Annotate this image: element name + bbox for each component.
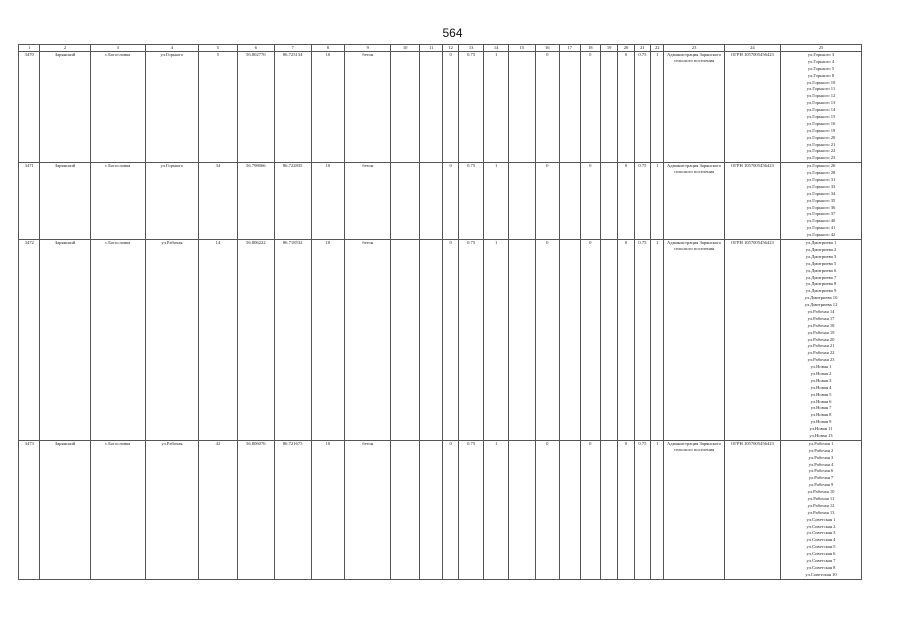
served-address: ул.Рабочая 12 <box>807 502 835 508</box>
value-cell-c22: 1 <box>651 440 664 579</box>
district-cell: Зарянский <box>40 440 90 579</box>
value-cell-c21: 0.75 <box>634 163 650 240</box>
served-addresses-cell <box>781 440 862 579</box>
served-address: ул.Горького 40 <box>806 218 836 224</box>
table-row <box>19 52 862 163</box>
table-row <box>19 163 862 240</box>
record-number-cell: 3471 <box>19 163 40 240</box>
served-address: ул.Дмитриева 8 <box>805 281 837 287</box>
served-address: ул.Новая 6 <box>810 398 832 404</box>
served-address: ул.Новая 5 <box>810 391 832 397</box>
value-cell-c19 <box>600 240 617 441</box>
served-address: ул.Горького 28 <box>806 170 836 176</box>
value-cell-c10 <box>391 240 420 441</box>
value-cell-c20: 0 <box>618 163 634 240</box>
served-address: ул.Горького 23 <box>806 155 836 161</box>
ogrn-cell: ОГРН 1057005456423 <box>724 440 780 579</box>
surface-type-cell: бетон <box>345 440 391 579</box>
served-address: ул.Горького 35 <box>806 197 836 203</box>
served-address: ул.Новая 8 <box>810 412 832 418</box>
value-cell-c14: 1 <box>484 52 509 163</box>
column-number-header: 20 <box>618 45 634 52</box>
column-number-header: 21 <box>634 45 650 52</box>
served-address: ул.Горького 36 <box>806 204 836 210</box>
served-address: ул.Советская 2 <box>806 523 836 529</box>
served-address: ул.Горького 31 <box>806 177 836 183</box>
value-cell-c17 <box>560 163 580 240</box>
served-address: ул.Дмитриева 9 <box>805 288 837 294</box>
served-address: ул.Новая 13 <box>809 432 833 438</box>
served-address: ул.Дмитриева 7 <box>805 274 837 280</box>
served-address: ул.Рабочая 4 <box>808 461 834 467</box>
value-cell-c12: 0 <box>443 440 458 579</box>
owner-cell: Администрация Зарянского сельского поселения <box>664 163 724 240</box>
served-address: ул.Горького 13 <box>806 100 836 106</box>
street-cell: ул.Горького <box>145 52 198 163</box>
served-address: ул.Горького 12 <box>806 93 836 99</box>
column-number-header: 15 <box>508 45 535 52</box>
served-addresses-cell <box>781 163 862 240</box>
longitude-cell: 86.722835 <box>274 163 311 240</box>
served-address: ул.Рабочая 2 <box>808 447 834 453</box>
served-address: ул.Горького 8 <box>807 72 835 78</box>
value-cell-c15 <box>508 240 535 441</box>
served-address: ул.Горького 42 <box>806 232 836 238</box>
column-number-header: 4 <box>145 45 198 52</box>
served-address: ул.Новая 2 <box>810 370 832 376</box>
latitude-cell: 56.806076 <box>237 440 274 579</box>
value-cell-c10 <box>391 440 420 579</box>
served-address: ул.Новая 1 <box>810 364 832 370</box>
latitude-cell: 56.798066 <box>237 163 274 240</box>
value-cell-c8: 10 <box>311 440 345 579</box>
value-cell-c15 <box>508 52 535 163</box>
value-cell-c18: 0 <box>580 240 600 441</box>
value-cell-c8: 10 <box>311 163 345 240</box>
value-cell-c22: 1 <box>651 163 664 240</box>
settlement-cell: с.Богословка <box>90 52 145 163</box>
settlement-cell: с.Богословка <box>90 440 145 579</box>
served-address: ул.Дмитриева 6 <box>805 267 837 273</box>
served-address: ул.Советская 3 <box>806 530 836 536</box>
district-cell: Зарянский <box>40 240 90 441</box>
owner-cell: Администрация Зарянского сельского поселения <box>664 440 724 579</box>
served-address: ул.Рабочая 21 <box>807 343 835 349</box>
value-cell-c22: 1 <box>651 52 664 163</box>
served-address: ул.Рабочая 19 <box>807 329 835 335</box>
house-number-cell: 42 <box>199 440 238 579</box>
served-address: ул.Рабочая 11 <box>807 496 835 501</box>
served-address: ул.Горького 16 <box>806 120 836 126</box>
surface-type-cell: бетон <box>345 52 391 163</box>
served-address: ул.Советская 5 <box>806 544 836 550</box>
column-number-row <box>19 45 862 52</box>
column-number-header: 17 <box>560 45 580 52</box>
served-address: ул.Советская 8 <box>806 564 836 570</box>
house-number-cell: 5 <box>199 52 238 163</box>
value-cell-c11 <box>419 440 443 579</box>
served-address: ул.Рабочая 3 <box>808 454 834 460</box>
column-number-header: 10 <box>391 45 420 52</box>
longitude-cell: 86.725134 <box>274 52 311 163</box>
owner-cell: Администрация Зарянского сельского поселения <box>664 52 724 163</box>
longitude-cell: 86.721675 <box>274 440 311 579</box>
value-cell-c17 <box>560 52 580 163</box>
served-address: ул.Горького 14 <box>806 107 836 113</box>
value-cell-c10 <box>391 52 420 163</box>
value-cell-c21: 0.75 <box>634 52 650 163</box>
value-cell-c19 <box>600 163 617 240</box>
value-cell-c14: 1 <box>484 240 509 441</box>
record-number-cell: 3473 <box>19 440 40 579</box>
latitude-cell: 56.806222 <box>237 240 274 441</box>
served-address: ул.Рабочая 17 <box>807 315 835 321</box>
value-cell-c15 <box>508 163 535 240</box>
served-address: ул.Горького 5 <box>807 65 835 71</box>
column-number-header: 9 <box>345 45 391 52</box>
served-address: ул.Рабочая 9 <box>808 482 834 488</box>
street-cell: ул.Рабочая <box>145 440 198 579</box>
served-address: ул.Рабочая 1 <box>808 440 834 446</box>
value-cell-c21: 0.75 <box>634 240 650 441</box>
served-address: ул.Горького 19 <box>806 127 836 133</box>
value-cell-c16: 0 <box>535 163 560 240</box>
value-cell-c14: 1 <box>484 440 509 579</box>
column-number-header: 8 <box>311 45 345 52</box>
value-cell-c13: 0.75 <box>458 163 484 240</box>
column-number-header: 2 <box>40 45 90 52</box>
column-number-header: 1 <box>19 45 40 52</box>
value-cell-c11 <box>419 163 443 240</box>
served-address: ул.Дмитриева 2 <box>805 246 837 252</box>
served-address: ул.Горького 26 <box>806 163 836 169</box>
served-address: ул.Дмитриева 5 <box>805 260 837 266</box>
column-number-header: 16 <box>535 45 560 52</box>
value-cell-c20: 0 <box>618 240 634 441</box>
column-number-header: 24 <box>724 45 780 52</box>
table-row <box>19 240 862 441</box>
value-cell-c16: 0 <box>535 440 560 579</box>
column-number-header: 25 <box>781 45 862 52</box>
value-cell-c19 <box>600 52 617 163</box>
value-cell-c15 <box>508 440 535 579</box>
served-address: ул.Горького 3 <box>807 52 835 57</box>
street-cell: ул.Рабочая <box>145 240 198 441</box>
served-address: ул.Горького 4 <box>807 58 835 64</box>
value-cell-c20: 0 <box>618 52 634 163</box>
value-cell-c11 <box>419 52 443 163</box>
settlement-cell: с.Богословка <box>90 163 145 240</box>
served-address: ул.Горького 22 <box>806 148 836 154</box>
value-cell-c18: 0 <box>580 440 600 579</box>
value-cell-c18: 0 <box>580 52 600 163</box>
served-address: ул.Горького 37 <box>806 211 836 217</box>
served-address: ул.Советская 6 <box>806 551 836 557</box>
column-number-header: 22 <box>651 45 664 52</box>
value-cell-c11 <box>419 240 443 441</box>
street-cell: ул.Горького <box>145 163 198 240</box>
served-address: ул.Горького 15 <box>806 114 836 120</box>
ogrn-cell: ОГРН 1057005456423 <box>724 52 780 163</box>
value-cell-c17 <box>560 440 580 579</box>
column-number-header: 23 <box>664 45 724 52</box>
served-address: ул.Рабочая 23 <box>807 357 835 363</box>
column-number-header: 18 <box>580 45 600 52</box>
served-address: ул.Дмитриева 1 <box>805 240 837 246</box>
value-cell-c16: 0 <box>535 52 560 163</box>
value-cell-c19 <box>600 440 617 579</box>
page-number: 564 <box>442 26 463 40</box>
value-cell-c13: 0.75 <box>458 52 484 163</box>
record-number-cell: 3470 <box>19 52 40 163</box>
served-address: ул.Советская 1 <box>806 516 836 522</box>
column-number-header: 14 <box>484 45 509 52</box>
settlement-cell: с.Богословка <box>90 240 145 441</box>
served-address: ул.Рабочая 7 <box>808 475 834 481</box>
served-address: ул.Новая 3 <box>810 377 832 383</box>
served-address: ул.Рабочая 10 <box>807 489 835 495</box>
column-number-header: 5 <box>199 45 238 52</box>
house-number-cell: 14 <box>199 240 238 441</box>
column-number-header: 13 <box>458 45 484 52</box>
served-address: ул.Горького 11 <box>806 86 836 92</box>
served-address: ул.Советская 7 <box>806 558 836 564</box>
column-number-header: 6 <box>237 45 274 52</box>
value-cell-c18: 0 <box>580 163 600 240</box>
waste-site-registry-table <box>18 44 862 580</box>
served-address: ул.Рабочая 14 <box>807 308 835 314</box>
served-address: ул.Горького 33 <box>806 183 836 189</box>
table-row <box>19 440 862 579</box>
value-cell-c12: 0 <box>443 163 458 240</box>
ogrn-cell: ОГРН 1057005456423 <box>724 163 780 240</box>
house-number-cell: 34 <box>199 163 238 240</box>
owner-cell: Администрация Зарянского сельского поселения <box>664 240 724 441</box>
column-number-header: 7 <box>274 45 311 52</box>
served-address: ул.Советская 10 <box>805 571 837 577</box>
served-address: ул.Рабочая 22 <box>807 350 835 356</box>
value-cell-c12: 0 <box>443 52 458 163</box>
value-cell-c21: 0.75 <box>634 440 650 579</box>
served-address: ул.Новая 9 <box>810 419 832 425</box>
served-address: ул.Советская 4 <box>806 537 836 543</box>
value-cell-c14: 1 <box>484 163 509 240</box>
served-address: ул.Рабочая 6 <box>808 468 834 474</box>
district-cell: Зарянский <box>40 52 90 163</box>
value-cell-c17 <box>560 240 580 441</box>
served-address: ул.Горького 34 <box>806 190 836 196</box>
value-cell-c8: 10 <box>311 240 345 441</box>
record-number-cell: 3472 <box>19 240 40 441</box>
column-number-header: 11 <box>419 45 443 52</box>
value-cell-c12: 0 <box>443 240 458 441</box>
ogrn-cell: ОГРН 1057005456423 <box>724 240 780 441</box>
served-address: ул.Новая 11 <box>809 426 833 432</box>
surface-type-cell: бетон <box>345 163 391 240</box>
served-address: ул.Новая 7 <box>810 405 832 411</box>
served-address: ул.Горького 10 <box>806 79 836 85</box>
column-number-header: 3 <box>90 45 145 52</box>
value-cell-c22: 1 <box>651 240 664 441</box>
value-cell-c20: 0 <box>618 440 634 579</box>
served-addresses-cell <box>781 240 862 441</box>
value-cell-c13: 0.75 <box>458 440 484 579</box>
served-address: ул.Рабочая 13 <box>807 509 835 515</box>
served-addresses-cell <box>781 52 862 163</box>
district-cell: Зарянский <box>40 163 90 240</box>
latitude-cell: 56.802770 <box>237 52 274 163</box>
value-cell-c10 <box>391 163 420 240</box>
surface-type-cell: бетон <box>345 240 391 441</box>
served-address: ул.Горького 20 <box>806 134 836 140</box>
column-number-header: 19 <box>600 45 617 52</box>
value-cell-c13: 0.75 <box>458 240 484 441</box>
served-address: ул.Дмитриева 10 <box>804 295 838 301</box>
served-address: ул.Горького 21 <box>806 141 836 147</box>
served-address: ул.Рабочая 18 <box>807 322 835 328</box>
value-cell-c8: 10 <box>311 52 345 163</box>
served-address: ул.Горького 41 <box>806 225 836 231</box>
served-address: ул.Новая 4 <box>810 384 832 390</box>
longitude-cell: 86.718532 <box>274 240 311 441</box>
served-address: ул.Рабочая 20 <box>807 336 835 342</box>
value-cell-c16: 0 <box>535 240 560 441</box>
column-number-header: 12 <box>443 45 458 52</box>
served-address: ул.Дмитриева 12 <box>804 302 838 308</box>
served-address: ул.Дмитриева 3 <box>805 253 837 259</box>
